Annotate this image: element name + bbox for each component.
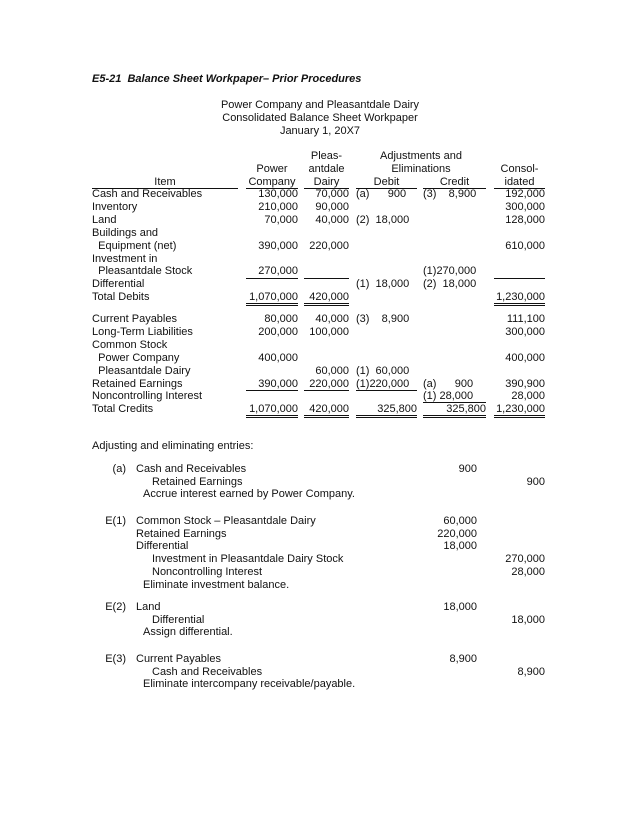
table-row-item: Long-Term Liabilities <box>92 325 193 338</box>
column-header-power: Company <box>246 176 298 189</box>
table-row-item: Current Payables <box>92 313 177 325</box>
table-cell-credit: (1) 28,000 <box>423 390 486 403</box>
entry-label: E(3) <box>105 653 126 665</box>
entry-credit: 8,900 <box>517 665 545 678</box>
entry-line: Land <box>136 601 161 613</box>
entry-debit: 220,000 <box>437 527 477 540</box>
entry-note: Eliminate investment balance. <box>143 578 290 591</box>
table-cell-debit: (a) 900 <box>356 188 407 200</box>
table-cell-power: 70,000 <box>264 213 298 226</box>
exercise-title: E5-21 Balance Sheet Workpaper– Prior Procedures <box>92 73 362 85</box>
table-cell-consol: 300,000 <box>505 325 545 338</box>
table-cell-pleasant: 40,000 <box>315 213 349 226</box>
table-cell-power: 200,000 <box>258 325 298 338</box>
table-cell-pleasant: 90,000 <box>315 200 349 213</box>
entry-debit: 900 <box>458 463 477 475</box>
table-cell-consol: 1,230,000 <box>494 291 545 306</box>
table-row-item: Noncontrolling Interest <box>92 390 203 403</box>
table-row-item: Pleasantdale Dairy <box>92 364 191 377</box>
entries-heading: Adjusting and eliminating entries: <box>92 440 254 452</box>
table-cell-pleasant: 220,000 <box>309 377 349 390</box>
table-row-item: Land <box>92 213 117 226</box>
table-cell-power: 1,070,000 <box>246 291 298 306</box>
entry-note: Accrue interest earned by Power Company. <box>143 488 355 501</box>
table-cell-consol: 128,000 <box>505 213 545 226</box>
entry-line: Retained Earnings <box>136 527 227 540</box>
column-header-debit: Debit <box>356 176 417 189</box>
table-cell-consol: 390,900 <box>505 377 545 390</box>
column-header-adjustments: Adjustments and <box>380 150 462 162</box>
table-cell-pleasant: 420,000 <box>304 291 349 306</box>
table-cell-consol <box>494 278 545 279</box>
entry-debit: 18,000 <box>443 540 477 553</box>
table-row-item: Cash and Receivables <box>92 188 203 200</box>
table-row-item: Inventory <box>92 200 138 213</box>
table-cell-pleasant: 60,000 <box>315 364 349 377</box>
table-cell-credit: (3) 8,900 <box>423 188 477 200</box>
entry-label: (a) <box>112 463 126 475</box>
column-header-power: Power <box>256 163 288 175</box>
table-cell-debit: (1) 60,000 <box>356 364 410 377</box>
table-cell-pleasant: 420,000 <box>304 403 349 418</box>
column-header-consol: idated <box>494 176 545 189</box>
entry-debit: 18,000 <box>443 601 477 613</box>
entry-line: Common Stock – Pleasantdale Dairy <box>136 515 316 527</box>
table-cell-pleasant: 70,000 <box>315 188 349 200</box>
entry-credit: 28,000 <box>511 565 545 578</box>
table-cell-power <box>246 278 298 279</box>
table-row-item: Retained Earnings <box>92 377 183 390</box>
table-cell-power: 270,000 <box>258 265 298 278</box>
table-cell-consol: 1,230,000 <box>494 403 545 418</box>
table-cell-debit: (3) 8,900 <box>356 313 410 325</box>
table-row-item: Differential <box>92 278 145 291</box>
workpaper-header-line: Consolidated Balance Sheet Workpaper <box>222 112 418 124</box>
table-cell-power: 80,000 <box>264 313 298 325</box>
table-row-item: Power Company <box>92 351 180 364</box>
entry-line: Current Payables <box>136 653 221 665</box>
table-cell-credit: 325,800 <box>423 403 486 418</box>
table-cell-consol: 192,000 <box>505 188 545 200</box>
table-cell-debit: (1) 18,000 <box>356 278 410 291</box>
table-cell-consol: 300,000 <box>505 200 545 213</box>
entry-line: Cash and Receivables <box>152 665 263 678</box>
column-header-consol: Consol- <box>500 163 539 175</box>
entry-credit: 900 <box>526 475 545 488</box>
column-header-pleasant: antdale <box>308 163 345 175</box>
table-cell-consol: 28,000 <box>511 390 545 403</box>
entry-note: Eliminate intercompany receivable/payable. <box>143 678 356 691</box>
table-cell-credit: (a) 900 <box>423 377 474 390</box>
table-cell-pleasant: 100,000 <box>309 325 349 338</box>
entry-note: Assign differential. <box>143 626 233 639</box>
table-cell-power: 130,000 <box>258 188 298 200</box>
entry-debit: 8,900 <box>449 653 477 665</box>
table-cell-power: 390,000 <box>258 239 298 252</box>
entry-credit: 18,000 <box>511 613 545 626</box>
table-cell-debit: (1)220,000 <box>356 377 410 390</box>
table-cell-debit: (2) 18,000 <box>356 213 410 226</box>
column-header-credit: Credit <box>423 176 486 189</box>
table-row-item: Total Credits <box>92 403 154 416</box>
table-row-item: Total Debits <box>92 291 150 304</box>
table-row-item: Pleasantdale Stock <box>92 265 193 278</box>
column-header-item: Item <box>92 176 238 189</box>
table-cell-credit: (1)270,000 <box>423 265 477 278</box>
entry-line: Cash and Receivables <box>136 463 247 475</box>
column-header-adjustments: Eliminations <box>391 163 451 175</box>
table-cell-debit: 325,800 <box>356 403 417 418</box>
table-row-item: Equipment (net) <box>92 239 177 252</box>
entry-label: E(1) <box>105 515 126 527</box>
table-row-item: Buildings and <box>92 226 159 239</box>
table-cell-power: 400,000 <box>258 351 298 364</box>
table-cell-consol: 400,000 <box>505 351 545 364</box>
table-cell-pleasant <box>304 278 349 279</box>
table-row-item: Common Stock <box>92 338 168 351</box>
entry-credit: 270,000 <box>505 553 545 566</box>
workpaper-header-line: January 1, 20X7 <box>279 125 361 137</box>
table-cell-consol: 610,000 <box>505 239 545 252</box>
table-cell-power: 390,000 <box>258 377 298 390</box>
column-header-pleasant: Pleas- <box>310 150 343 162</box>
table-cell-power <box>246 390 298 391</box>
entry-line: Retained Earnings <box>152 475 243 488</box>
table-cell-pleasant: 220,000 <box>309 239 349 252</box>
entry-debit: 60,000 <box>443 515 477 527</box>
entry-line: Investment in Pleasantdale Dairy Stock <box>152 553 344 566</box>
table-cell-debit <box>356 390 417 391</box>
table-cell-pleasant: 40,000 <box>315 313 349 325</box>
entry-line: Differential <box>152 613 205 626</box>
table-cell-credit: (2) 18,000 <box>423 278 477 291</box>
table-cell-power: 1,070,000 <box>246 403 298 418</box>
workpaper-header-line: Power Company and Pleasantdale Dairy <box>220 99 420 111</box>
entry-label: E(2) <box>105 601 126 613</box>
table-row-item: Investment in <box>92 252 158 265</box>
entry-line: Differential <box>136 540 189 553</box>
table-cell-power: 210,000 <box>258 200 298 213</box>
table-cell-consol: 111,100 <box>506 313 545 325</box>
table-cell-pleasant <box>304 390 349 391</box>
column-header-pleasant: Dairy <box>304 176 349 189</box>
entry-line: Noncontrolling Interest <box>152 565 263 578</box>
